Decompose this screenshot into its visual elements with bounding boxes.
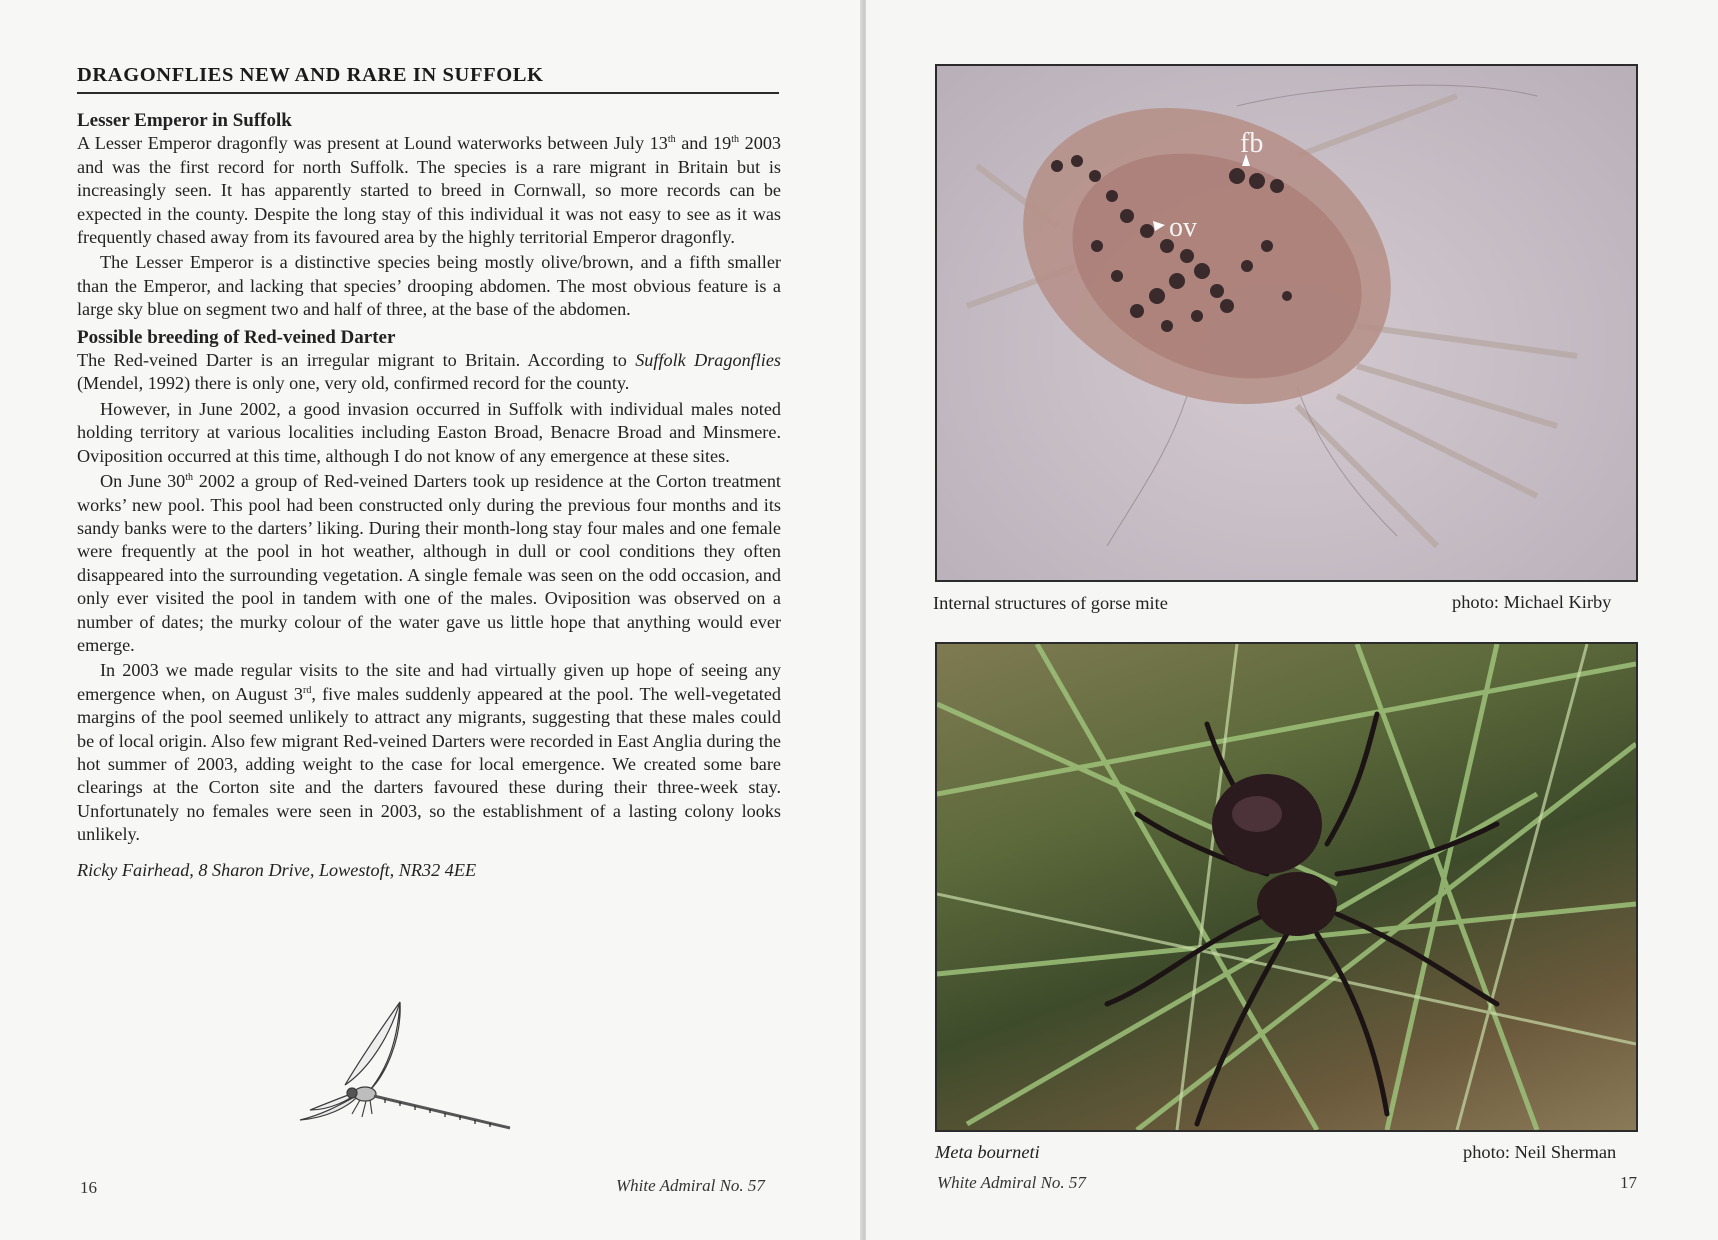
page-number-right: 17	[1620, 1173, 1637, 1192]
book-title: Suffolk Dragonflies	[635, 350, 781, 371]
photo2-caption: Meta bourneti	[935, 1142, 1040, 1162]
superscript: rd	[303, 684, 312, 696]
spider-illustration	[937, 644, 1636, 1130]
photo1-credit: photo: Michael Kirby	[1452, 592, 1612, 612]
paragraph-1	[77, 132, 781, 249]
article-heading: DRAGONFLIES NEW AND RARE IN SUFFOLK	[77, 64, 779, 94]
photo1-caption: Internal structures of gorse mite	[933, 593, 1168, 613]
text-run: A Lesser Emperor dragonfly was present at Lound waterworks between July 13	[77, 133, 668, 154]
text-run: and 19	[675, 133, 732, 154]
section-title-lesser-emperor: Lesser Emperor in Suffolk	[77, 110, 292, 131]
journal-footer-right: White Admiral No. 57	[937, 1173, 1086, 1192]
section-title-red-veined-darter: Possible breeding of Red-veined Darter	[77, 326, 396, 348]
text-run: 2003 and was the first record for north Suffolk. The species is a rare migrant in Britain but is increasingly seen. It has apparently started to breed in Cornwall, so more records can be expected in the county. Despite the long stay of this individual it was not easy to see as it was frequently chased away from its favoured area by the highly territorial Emperor dragonfly.	[77, 133, 781, 248]
text-run: In 2003 we made regular visits to the site and had virtually given up hope of seeing any emergence when, on August 3	[77, 660, 781, 704]
text-run: , five males suddenly appeared at the pool. The well-vegetated margins of the pool seemed unlikely to attract any migrants, suggesting that these males could be of local origin. Also few migrant Red-veined Darters were recorded in East Anglia during the hot summer of 2003, adding weight to the case for local emergence. We created some bare clearings at the Corton site and the darters favoured these during their three-week stay. Unfortunately no females were seen in 2003, so the establishment of a lasting colony looks unlikely.	[77, 683, 782, 845]
journal-footer-left: White Admiral No. 57	[616, 1176, 765, 1195]
paragraph-4: However, in June 2002, a good invasion occurred in Suffolk with individual males noted holding territory at various localities including Easton Broad, Benacre Broad and Minsmere. Oviposition occurred at this time, although I do not know of any emergence at these sites.	[77, 398, 781, 466]
photo2-credit: photo: Neil Sherman	[1463, 1142, 1617, 1162]
superscript: th	[185, 472, 194, 484]
text-run: The Red-veined Darter is an irregular migrant to Britain. According to	[77, 350, 636, 371]
superscript: th	[667, 134, 676, 146]
article-body	[77, 109, 781, 882]
paragraph-5	[77, 470, 781, 657]
text-run: On June 30	[100, 471, 186, 492]
paragraph-2: The Lesser Emperor is a distinctive species being mostly olive/brown, and a fifth smaller than the Emperor, and lacking that species’ drooping abdomen. The most obvious feature is a large sky blue on segment two and half of three, at the base of the abdomen.	[77, 252, 781, 320]
paragraph-6	[77, 659, 781, 846]
gorse-mite-photo	[935, 64, 1638, 582]
author-address: Ricky Fairhead, 8 Sharon Drive, Lowestoft, NR32 4EE	[77, 859, 477, 880]
text-run: 2002 a group of Red-veined Darters took up residence at the Corton treatment works’ new pool. This pool had been constructed only during the previous four months and its sandy banks were to the darters’ liking. During their month-long stay four males and one female were frequently at the pool in hot weather, although in dull or cool conditions they often disappeared into the surrounding vegetation. A single female was seen on the odd occasion, and only ever visited the pool in tandem with one of the males. Oviposition was observed on a number of dates; the murky colour of the water gave us little hope that anything would ever emerge.	[77, 471, 781, 655]
paragraph-3	[77, 349, 781, 396]
dragonfly-illustration	[250, 990, 540, 1160]
text-run: (Mendel, 1992) there is only one, very old, confirmed record for the county.	[77, 373, 630, 394]
label-fb: fb	[1240, 128, 1264, 159]
label-ov: ov	[1169, 212, 1197, 243]
gorse-mite-illustration	[937, 66, 1636, 580]
superscript: th	[731, 134, 740, 146]
spider-photo	[935, 642, 1638, 1132]
page-number-left: 16	[80, 1178, 97, 1197]
